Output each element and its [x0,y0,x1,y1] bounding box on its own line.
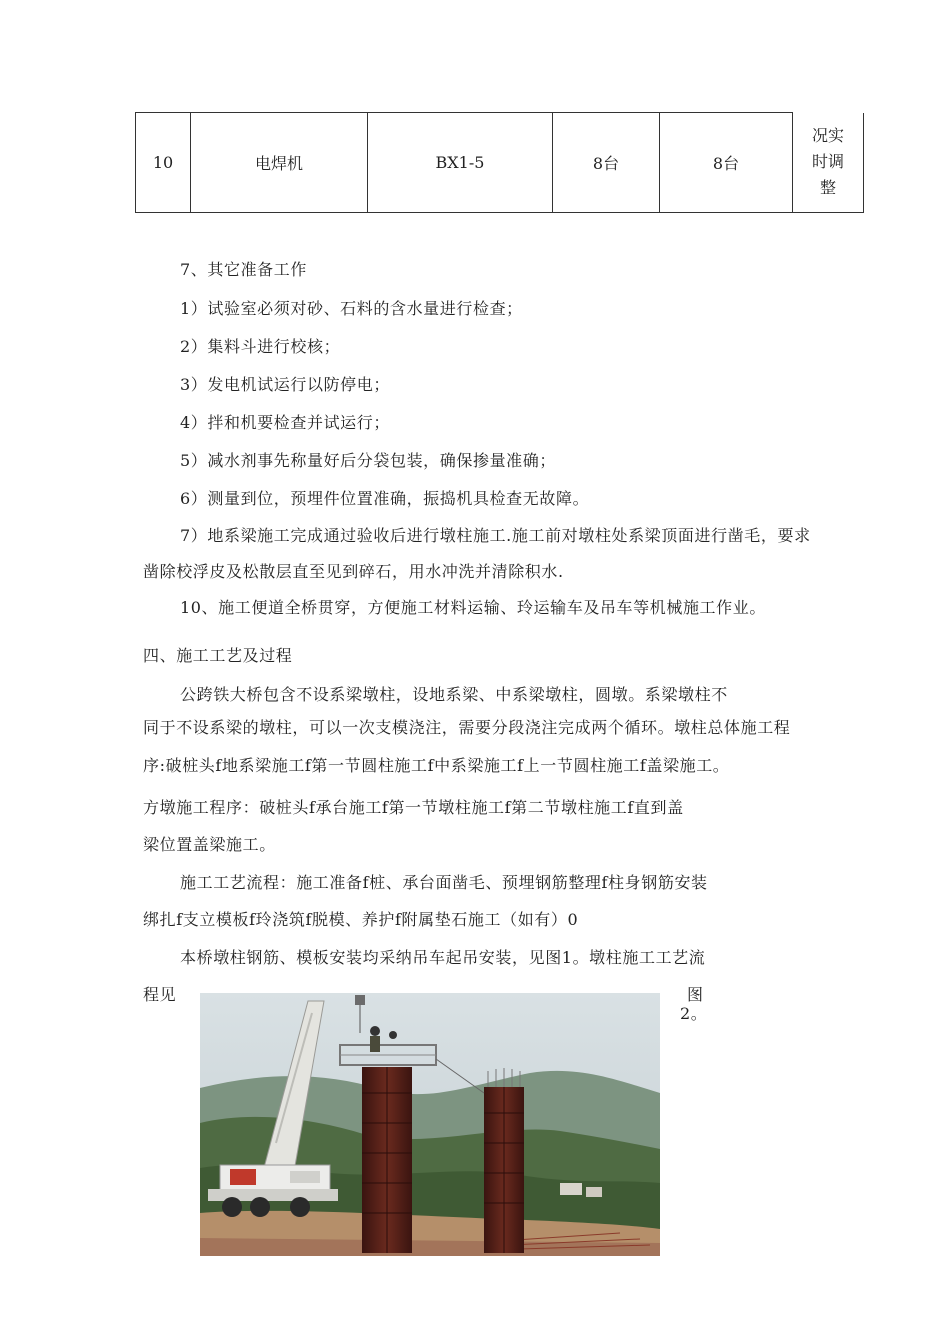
construction-photo-drawing [200,993,660,1256]
list-item: 4）拌和机要检查并试运行； [180,413,390,432]
paragraph-line: 公跨铁大桥包含不设系梁墩柱，设地系梁、中系梁墩柱，圆墩。系梁墩柱不 [180,685,728,704]
list-item: 5）减水剂事先称量好后分袋包装，确保掺量准确； [180,451,556,470]
cell-no: 10 [136,113,191,213]
paragraph-line: 程见 [143,985,177,1004]
list-item: 6）测量到位，预埋件位置准确，振捣机具检查无故障。 [180,489,590,508]
paragraph-line: 本桥墩柱钢筋、模板安装均采纳吊车起吊安装，见图1。墩柱施工工艺流 [180,948,706,967]
paragraph-line: 梁位置盖梁施工。 [143,835,276,854]
section7-heading: 7、其它准备工作 [180,260,307,279]
list-item: 10、施工便道全桥贯穿，方便施工材料运输、玲运输车及吊车等机械施工作业。 [180,598,766,617]
construction-photo [200,993,660,1256]
cell-model: BX1-5 [368,113,553,213]
list-item: 1）试验室必须对砂、石料的含水量进行检查； [180,299,523,318]
cell-note [793,113,864,213]
note-line-3: 整 [819,178,836,198]
list-item: 7）地系梁施工完成通过验收后进行墩柱施工.施工前对墩柱处系梁顶面进行凿毛，要求 [180,526,811,545]
paragraph-line: 序:破桩头f地系梁施工f第一节圆柱施工f中系梁施工f上一节圆柱施工f盖梁施工。 [143,756,730,775]
cell-qty-actual: 8台 [660,113,793,213]
note-line-1: 况实 [811,126,844,146]
cell-name: 电焊机 [191,113,368,213]
paragraph-line: 方墩施工程序：破桩头f承台施工f第一节墩柱施工f第二节墩柱施工f直到盖 [143,798,684,817]
paragraph-line: 图 [687,985,704,1004]
equipment-table [135,112,864,213]
note-line-2: 时调 [811,152,844,172]
paragraph-line: 同于不设系梁的墩柱，可以一次支模浇注，需要分段浇注完成两个循环。墩柱总体施工程 [143,718,791,737]
paragraph-line: 绑扎f支立模板f玲浇筑f脱模、养护f附属垫石施工（如有）0 [143,910,579,929]
paragraph-line: 施工工艺流程：施工准备f桩、承台面凿毛、预埋钢筋整理f柱身钢筋安装 [180,873,708,892]
list-item-continuation: 凿除校浮皮及松散层直至见到碎石，用水冲洗并清除积水. [143,562,564,581]
list-item: 2）集料斗进行校核； [180,337,341,356]
section4-heading: 四、施工工艺及过程 [143,646,293,665]
cell-qty-planned: 8台 [553,113,660,213]
paragraph-line: 2。 [680,1004,708,1023]
table-row [136,113,864,213]
list-item: 3）发电机试运行以防停电； [180,375,390,394]
